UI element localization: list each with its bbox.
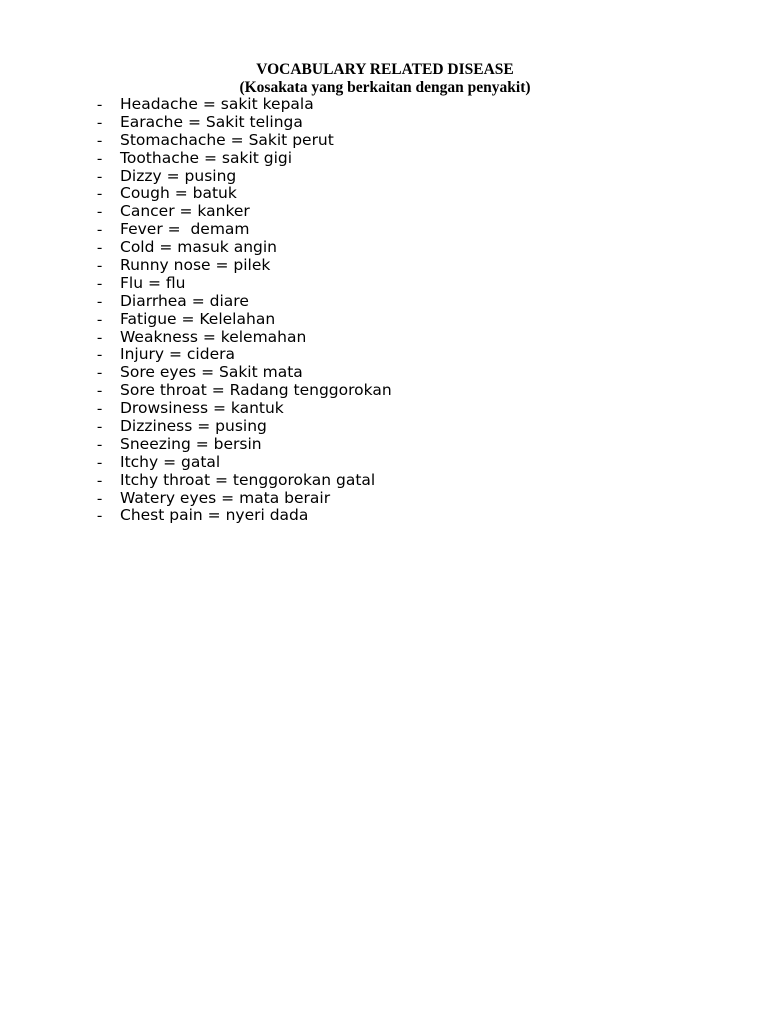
- vocab-entry: Dizziness = pusing: [120, 417, 267, 436]
- vocab-entry: Cancer = kanker: [120, 202, 250, 221]
- bullet-dash: -: [97, 400, 103, 418]
- vocab-entry: Injury = cidera: [120, 345, 235, 364]
- bullet-dash: -: [97, 185, 103, 203]
- vocab-entry: Flu = flu: [120, 273, 186, 292]
- bullet-dash: -: [97, 507, 103, 525]
- bullet-dash: -: [97, 96, 103, 113]
- bullet-dash: -: [97, 418, 103, 436]
- vocab-entry: Earache = Sakit telinga: [120, 112, 303, 131]
- bullet-dash: -: [97, 257, 103, 275]
- bullet-dash: -: [97, 149, 103, 167]
- bullet-dash: -: [97, 489, 103, 507]
- bullet-dash: -: [97, 471, 103, 489]
- vocab-entry: Cough = batuk: [120, 184, 237, 203]
- bullet-dash: -: [97, 382, 103, 400]
- bullet-dash: -: [97, 203, 103, 221]
- bullet-dash: -: [97, 167, 103, 185]
- bullet-dash: -: [97, 274, 103, 292]
- vocab-entry: Runny nose = pilek: [120, 256, 271, 275]
- vocab-entry: Watery eyes = mata berair: [120, 488, 331, 507]
- vocab-entry: Toothache = sakit gigi: [120, 148, 293, 167]
- page-subtitle: (Kosakata yang berkaitan dengan penyakit): [239, 79, 531, 96]
- bullet-dash: -: [97, 310, 103, 328]
- vocab-entry: Stomachache = Sakit perut: [120, 130, 334, 149]
- vocab-entry: Sneezing = bersin: [120, 434, 262, 453]
- bullet-dash: -: [97, 131, 103, 149]
- vocab-entry: Itchy = gatal: [120, 452, 221, 471]
- vocab-entry: Fever = demam: [120, 220, 250, 239]
- bullet-dash: -: [97, 346, 103, 364]
- vocab-entry: Fatigue = Kelelahan: [120, 309, 276, 328]
- vocab-entry: Cold = masuk angin: [120, 238, 277, 257]
- vocab-entry: Dizzy = pusing: [120, 166, 237, 185]
- vocab-entry: Chest pain = nyeri dada: [120, 506, 309, 525]
- vocab-entry: Itchy throat = tenggorokan gatal: [120, 470, 376, 489]
- bullet-dash: -: [97, 435, 103, 453]
- vocab-entry: Sore throat = Radang tenggorokan: [120, 381, 392, 400]
- vocab-entry: Drowsiness = kantuk: [120, 399, 284, 418]
- vocab-entry: Headache = sakit kepala: [120, 95, 314, 113]
- page-title: VOCABULARY RELATED DISEASE: [256, 61, 514, 78]
- bullet-dash: -: [97, 364, 103, 382]
- bullet-dash: -: [97, 239, 103, 257]
- bullet-dash: -: [97, 113, 103, 131]
- bullet-dash: -: [97, 328, 103, 346]
- vocab-entry: Weakness = kelemahan: [120, 327, 307, 346]
- vocab-entry: Diarrhea = diare: [120, 291, 249, 310]
- vocab-entry: Sore eyes = Sakit mata: [120, 363, 303, 382]
- bullet-dash: -: [97, 453, 103, 471]
- bullet-dash: -: [97, 221, 103, 239]
- bullet-dash: -: [97, 292, 103, 310]
